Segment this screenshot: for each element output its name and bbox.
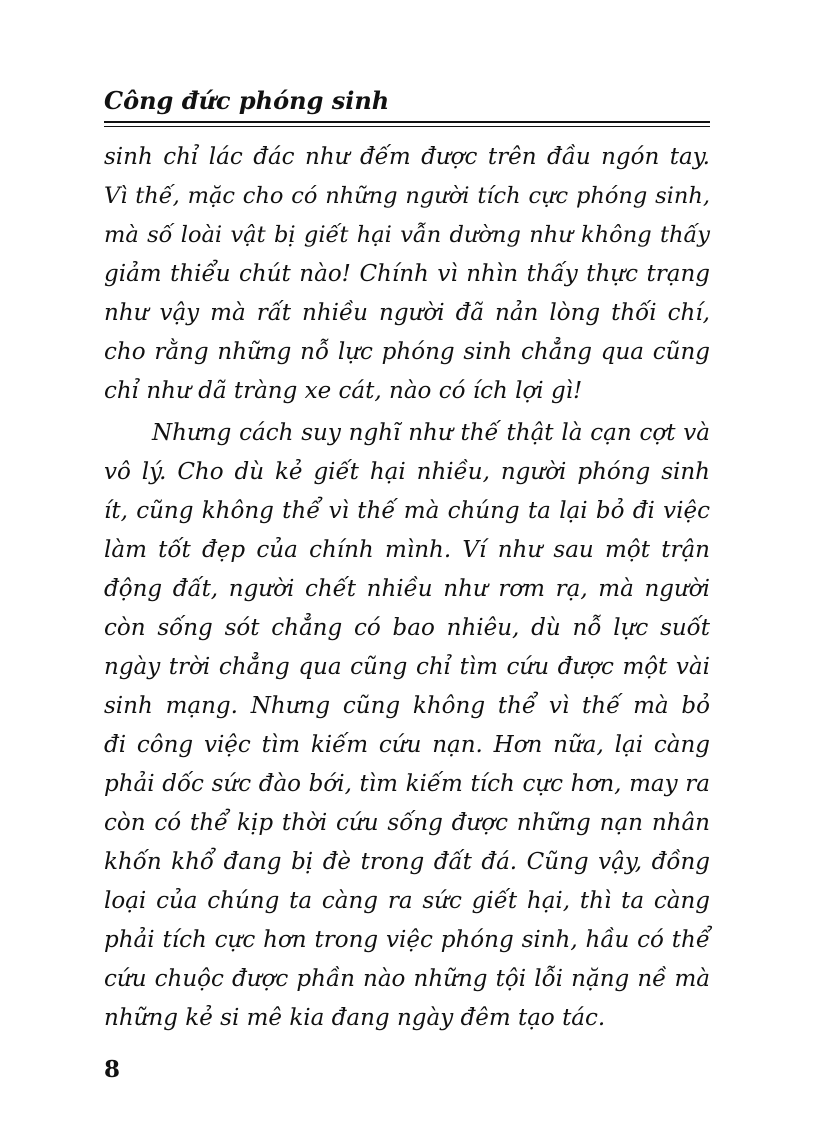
text-line: những kẻ si mê kia đang ngày đêm tạo tác. <box>104 1005 606 1031</box>
text-line: ít, cũng không thể vì thế mà chúng ta lại bỏ đi việc <box>104 498 710 524</box>
text-line: cho rằng những nỗ lực phóng sinh chẳng qua cũng <box>104 339 710 365</box>
page-number: 8 <box>104 1056 121 1083</box>
text-line: phải dốc sức đào bới, tìm kiếm tích cực hơn, may ra <box>104 771 710 797</box>
text-line: còn có thể kịp thời cứu sống được những nạn nhân <box>104 810 710 836</box>
text-line: chỉ như dã tràng xe cát, nào có ích lợi gì! <box>104 378 583 404</box>
running-header-title: Công đức phóng sinh <box>104 86 390 115</box>
text-line: Vì thế, mặc cho có những người tích cực phóng sinh, <box>104 183 710 209</box>
header-rule-thin <box>104 126 710 127</box>
body-text <box>104 138 710 1038</box>
text-line: vô lý. Cho dù kẻ giết hại nhiều, người phóng sinh <box>104 459 710 485</box>
text-line: như vậy mà rất nhiều người đã nản lòng thối chí, <box>104 300 710 326</box>
text-line: làm tốt đẹp của chính mình. Ví như sau một trận <box>104 537 710 563</box>
text-line: cứu chuộc được phần nào những tội lỗi nặng nề mà <box>104 966 710 992</box>
text-line: sinh chỉ lác đác như đếm được trên đầu ngón tay. <box>104 144 710 170</box>
text-line: còn sống sót chẳng có bao nhiêu, dù nỗ lực suốt <box>104 615 710 641</box>
text-line: sinh mạng. Nhưng cũng không thể vì thế mà bỏ <box>104 693 710 719</box>
text-line: Nhưng cách suy nghĩ như thế thật là cạn cợt và <box>152 420 710 446</box>
text-line: ngày trời chẳng qua cũng chỉ tìm cứu được một vài <box>104 654 710 680</box>
header-rule-thick <box>104 121 710 123</box>
paragraph <box>104 414 710 1038</box>
text-line: đi công việc tìm kiếm cứu nạn. Hơn nữa, lại càng <box>104 732 710 758</box>
text-line: khốn khổ đang bị đè trong đất đá. Cũng vậy, đồng <box>104 849 710 875</box>
text-line: giảm thiểu chút nào! Chính vì nhìn thấy thực trạng <box>104 261 710 287</box>
text-line: mà số loài vật bị giết hại vẫn dường như không thấy <box>104 222 710 248</box>
text-line: loại của chúng ta càng ra sức giết hại, thì ta càng <box>104 888 710 914</box>
text-line: phải tích cực hơn trong việc phóng sinh, hầu có thể <box>104 927 710 953</box>
paragraph <box>104 138 710 411</box>
text-line: động đất, người chết nhiều như rơm rạ, mà người <box>104 576 710 602</box>
